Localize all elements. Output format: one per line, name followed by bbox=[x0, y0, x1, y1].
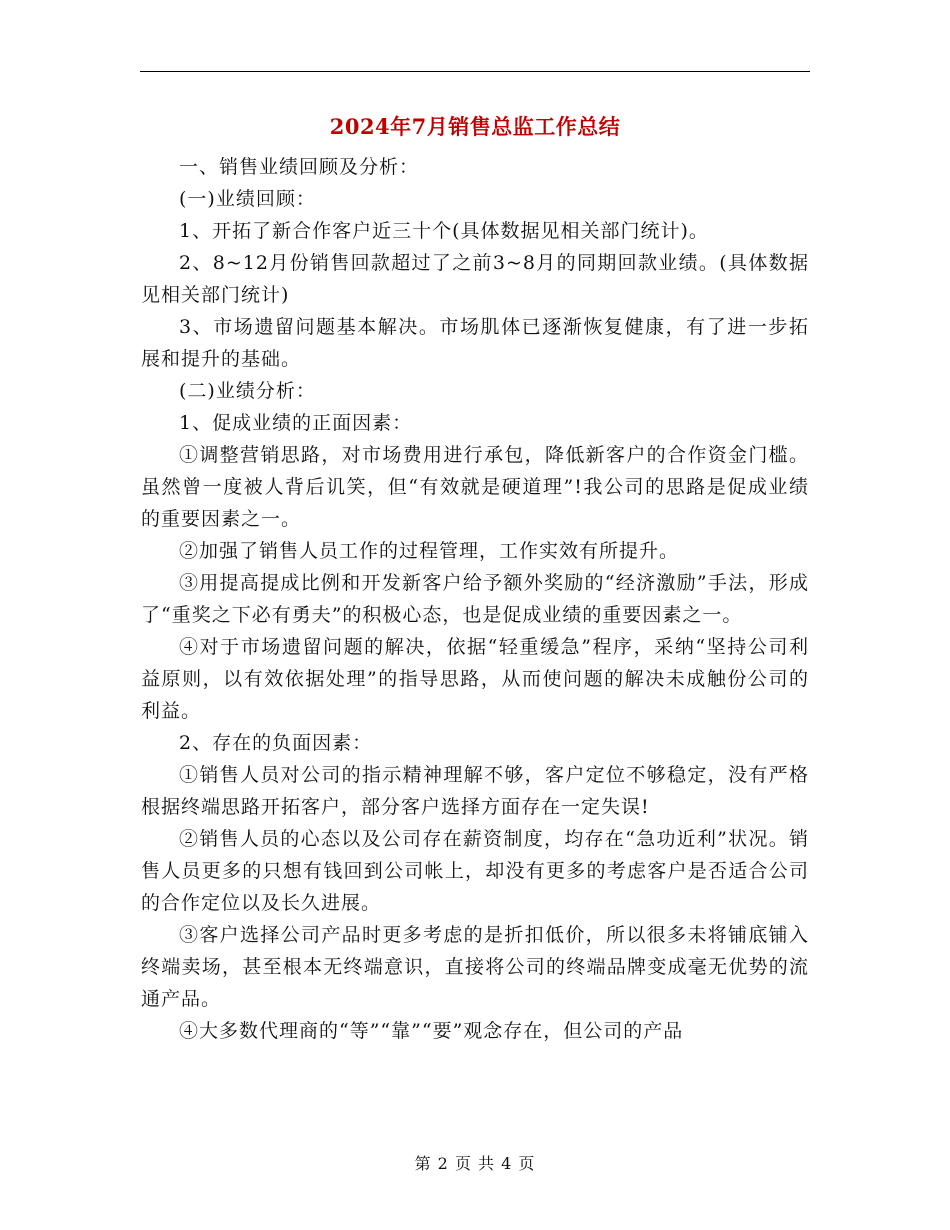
paragraph: 1、开拓了新合作客户近三十个(具体数据见相关部门统计)。 bbox=[179, 220, 709, 242]
paragraph: ④大多数代理商的“等”“靠”“要”观念存在，但公司的产品 bbox=[179, 1020, 684, 1042]
section-heading: 一、销售业绩回顾及分析： bbox=[179, 156, 420, 178]
paragraph: ③客户选择公司产品时更多考虑的是折扣低价，所以很多未将铺底铺入终端卖场，甚至根本无终端意识，直接将公司的终端品牌变成毫无优势的流通产品。 bbox=[141, 924, 809, 1010]
paragraph: ①调整营销思路，对市场费用进行承包，降低新客户的合作资金门槛。虽然曾一度被人背后讥笑，但“有效就是硬道理”!我公司的思路是促成业绩的重要因素之一。 bbox=[141, 444, 809, 530]
header-rule bbox=[140, 71, 810, 72]
paragraph: 1、促成业绩的正面因素： bbox=[179, 412, 413, 434]
document-body bbox=[141, 151, 809, 1047]
paragraph: ①销售人员对公司的指示精神理解不够，客户定位不够稳定，没有严格根据终端思路开拓客户，部分客户选择方面存在一定失误! bbox=[141, 764, 809, 818]
paragraph: 2、8~12月份销售回款超过了之前3~8月的同期回款业绩。(具体数据见相关部门统计) bbox=[141, 252, 809, 306]
document-title: 2024年7月销售总监工作总结 bbox=[329, 114, 621, 139]
paragraph: ④对于市场遗留问题的解决，依据“轻重缓急”程序，采纳“坚持公司利益原则，以有效依据处理”的指导思路，从而使问题的解决未成触份公司的利益。 bbox=[141, 636, 809, 722]
page-number-footer: 第 2 页 共 4 页 bbox=[414, 1154, 536, 1173]
paragraph: 2、存在的负面因素： bbox=[179, 732, 373, 754]
paragraph: ②销售人员的心态以及公司存在薪资制度，均存在“急功近利”状况。销售人员更多的只想有钱回到公司帐上，却没有更多的考虑客户是否适合公司的合作定位以及长久进展。 bbox=[141, 828, 809, 914]
paragraph: ③用提高提成比例和开发新客户给予额外奖励的“经济激励”手法，形成了“重奖之下必有勇夫”的积极心态，也是促成业绩的重要因素之一。 bbox=[141, 572, 809, 626]
paragraph: 3、市场遗留问题基本解决。市场肌体已逐渐恢复健康，有了进一步拓展和提升的基础。 bbox=[141, 316, 809, 370]
subsection-heading: (一)业绩回顾： bbox=[179, 188, 316, 210]
paragraph: ②加强了销售人员工作的过程管理，工作实效有所提升。 bbox=[179, 540, 680, 562]
subsection-heading: (二)业绩分析： bbox=[179, 380, 316, 402]
